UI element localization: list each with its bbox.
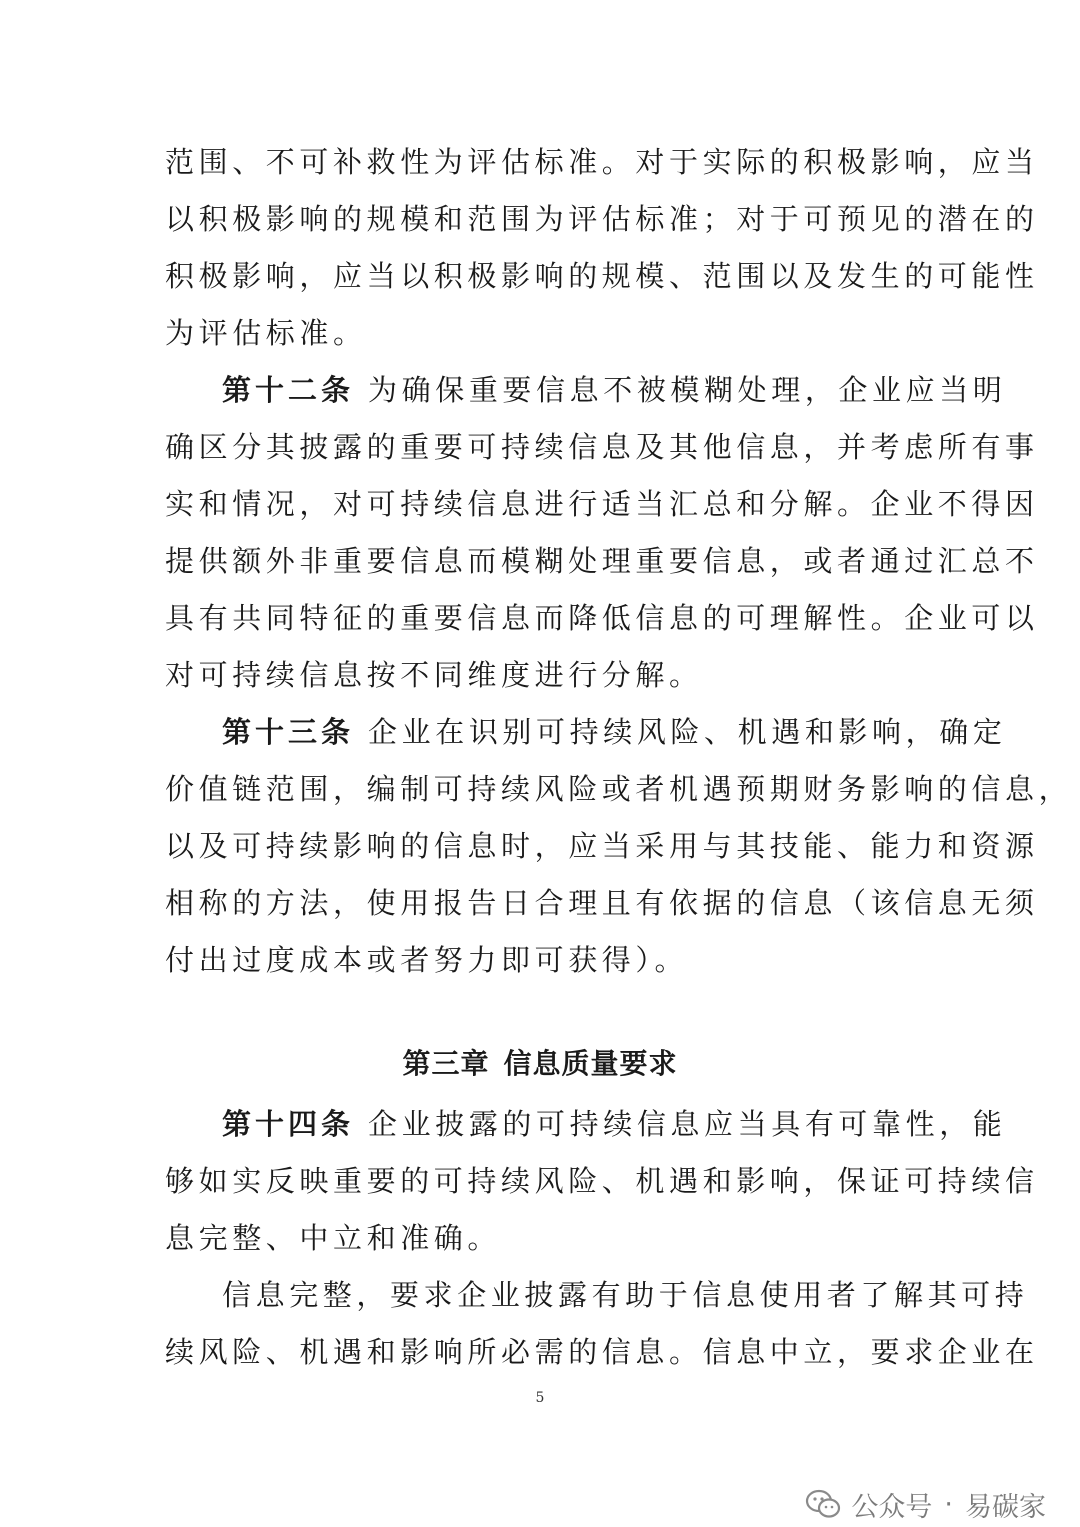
paragraph-line: 实和情况，对可持续信息进行适当汇总和分解。企业不得因 <box>165 487 1039 521</box>
paragraph-line: 以积极影响的规模和范围为评估标准；对于可预见的潜在的 <box>165 202 1039 236</box>
page-number: 5 <box>535 1390 545 1406</box>
paragraph-line: 积极影响，应当以积极影响的规模、范围以及发生的可能性 <box>165 259 1039 293</box>
paragraph-line: 企业在识别可持续风险、机遇和影响，确定 <box>368 715 1007 749</box>
paragraph-line: 范围、不可补救性为评估标准。对于实际的积极影响，应当 <box>165 145 1039 179</box>
paragraph-line: 对可持续信息按不同维度进行分解。 <box>165 658 703 692</box>
article-14-heading: 第十四条 <box>222 1107 355 1141</box>
paragraph-line: 价值链范围，编制可持续风险或者机遇预期财务影响的信息， <box>165 772 1073 806</box>
paragraph-line: 具有共同特征的重要信息而降低信息的可理解性。企业可以 <box>165 601 1039 635</box>
chapter-heading <box>0 1043 1080 1085</box>
paragraph-line: 信息完整，要求企业披露有助于信息使用者了解其可持 <box>222 1278 1029 1312</box>
article-13-heading: 第十三条 <box>222 715 355 749</box>
paragraph-line: 付出过度成本或者努力即可获得）。 <box>165 943 689 977</box>
chapter-number: 第三章 <box>402 1047 490 1080</box>
paragraph-line: 相称的方法，使用报告日合理且有依据的信息（该信息无须 <box>165 886 1039 920</box>
paragraph-line: 够如实反映重要的可持续风险、机遇和影响，保证可持续信 <box>165 1164 1039 1198</box>
chapter-title: 信息质量要求 <box>503 1047 678 1080</box>
wechat-watermark <box>805 1487 1046 1521</box>
paragraph-line: 续风险、机遇和影响所必需的信息。信息中立，要求企业在 <box>165 1335 1039 1369</box>
wechat-icon <box>805 1489 841 1519</box>
paragraph-line: 提供额外非重要信息而模糊处理重要信息，或者通过汇总不 <box>165 544 1039 578</box>
paragraph-line: 为评估标准。 <box>165 316 367 350</box>
article-12-first-line <box>222 370 1007 410</box>
paragraph-line: 确区分其披露的重要可持续信息及其他信息，并考虑所有事 <box>165 430 1039 464</box>
watermark-platform: 公众号 <box>851 1491 933 1523</box>
article-14-first-line <box>222 1104 1007 1144</box>
watermark-separator: · <box>944 1488 953 1520</box>
paragraph-line: 为确保重要信息不被模糊处理，企业应当明 <box>368 373 1007 407</box>
paragraph-line: 以及可持续影响的信息时，应当采用与其技能、能力和资源 <box>165 829 1039 863</box>
article-12-heading: 第十二条 <box>222 373 355 407</box>
paragraph-line: 企业披露的可持续信息应当具有可靠性，能 <box>368 1107 1007 1141</box>
watermark-account: 易碳家 <box>965 1491 1046 1523</box>
article-13-first-line <box>222 712 1007 752</box>
paragraph-line: 息完整、中立和准确。 <box>165 1221 502 1255</box>
